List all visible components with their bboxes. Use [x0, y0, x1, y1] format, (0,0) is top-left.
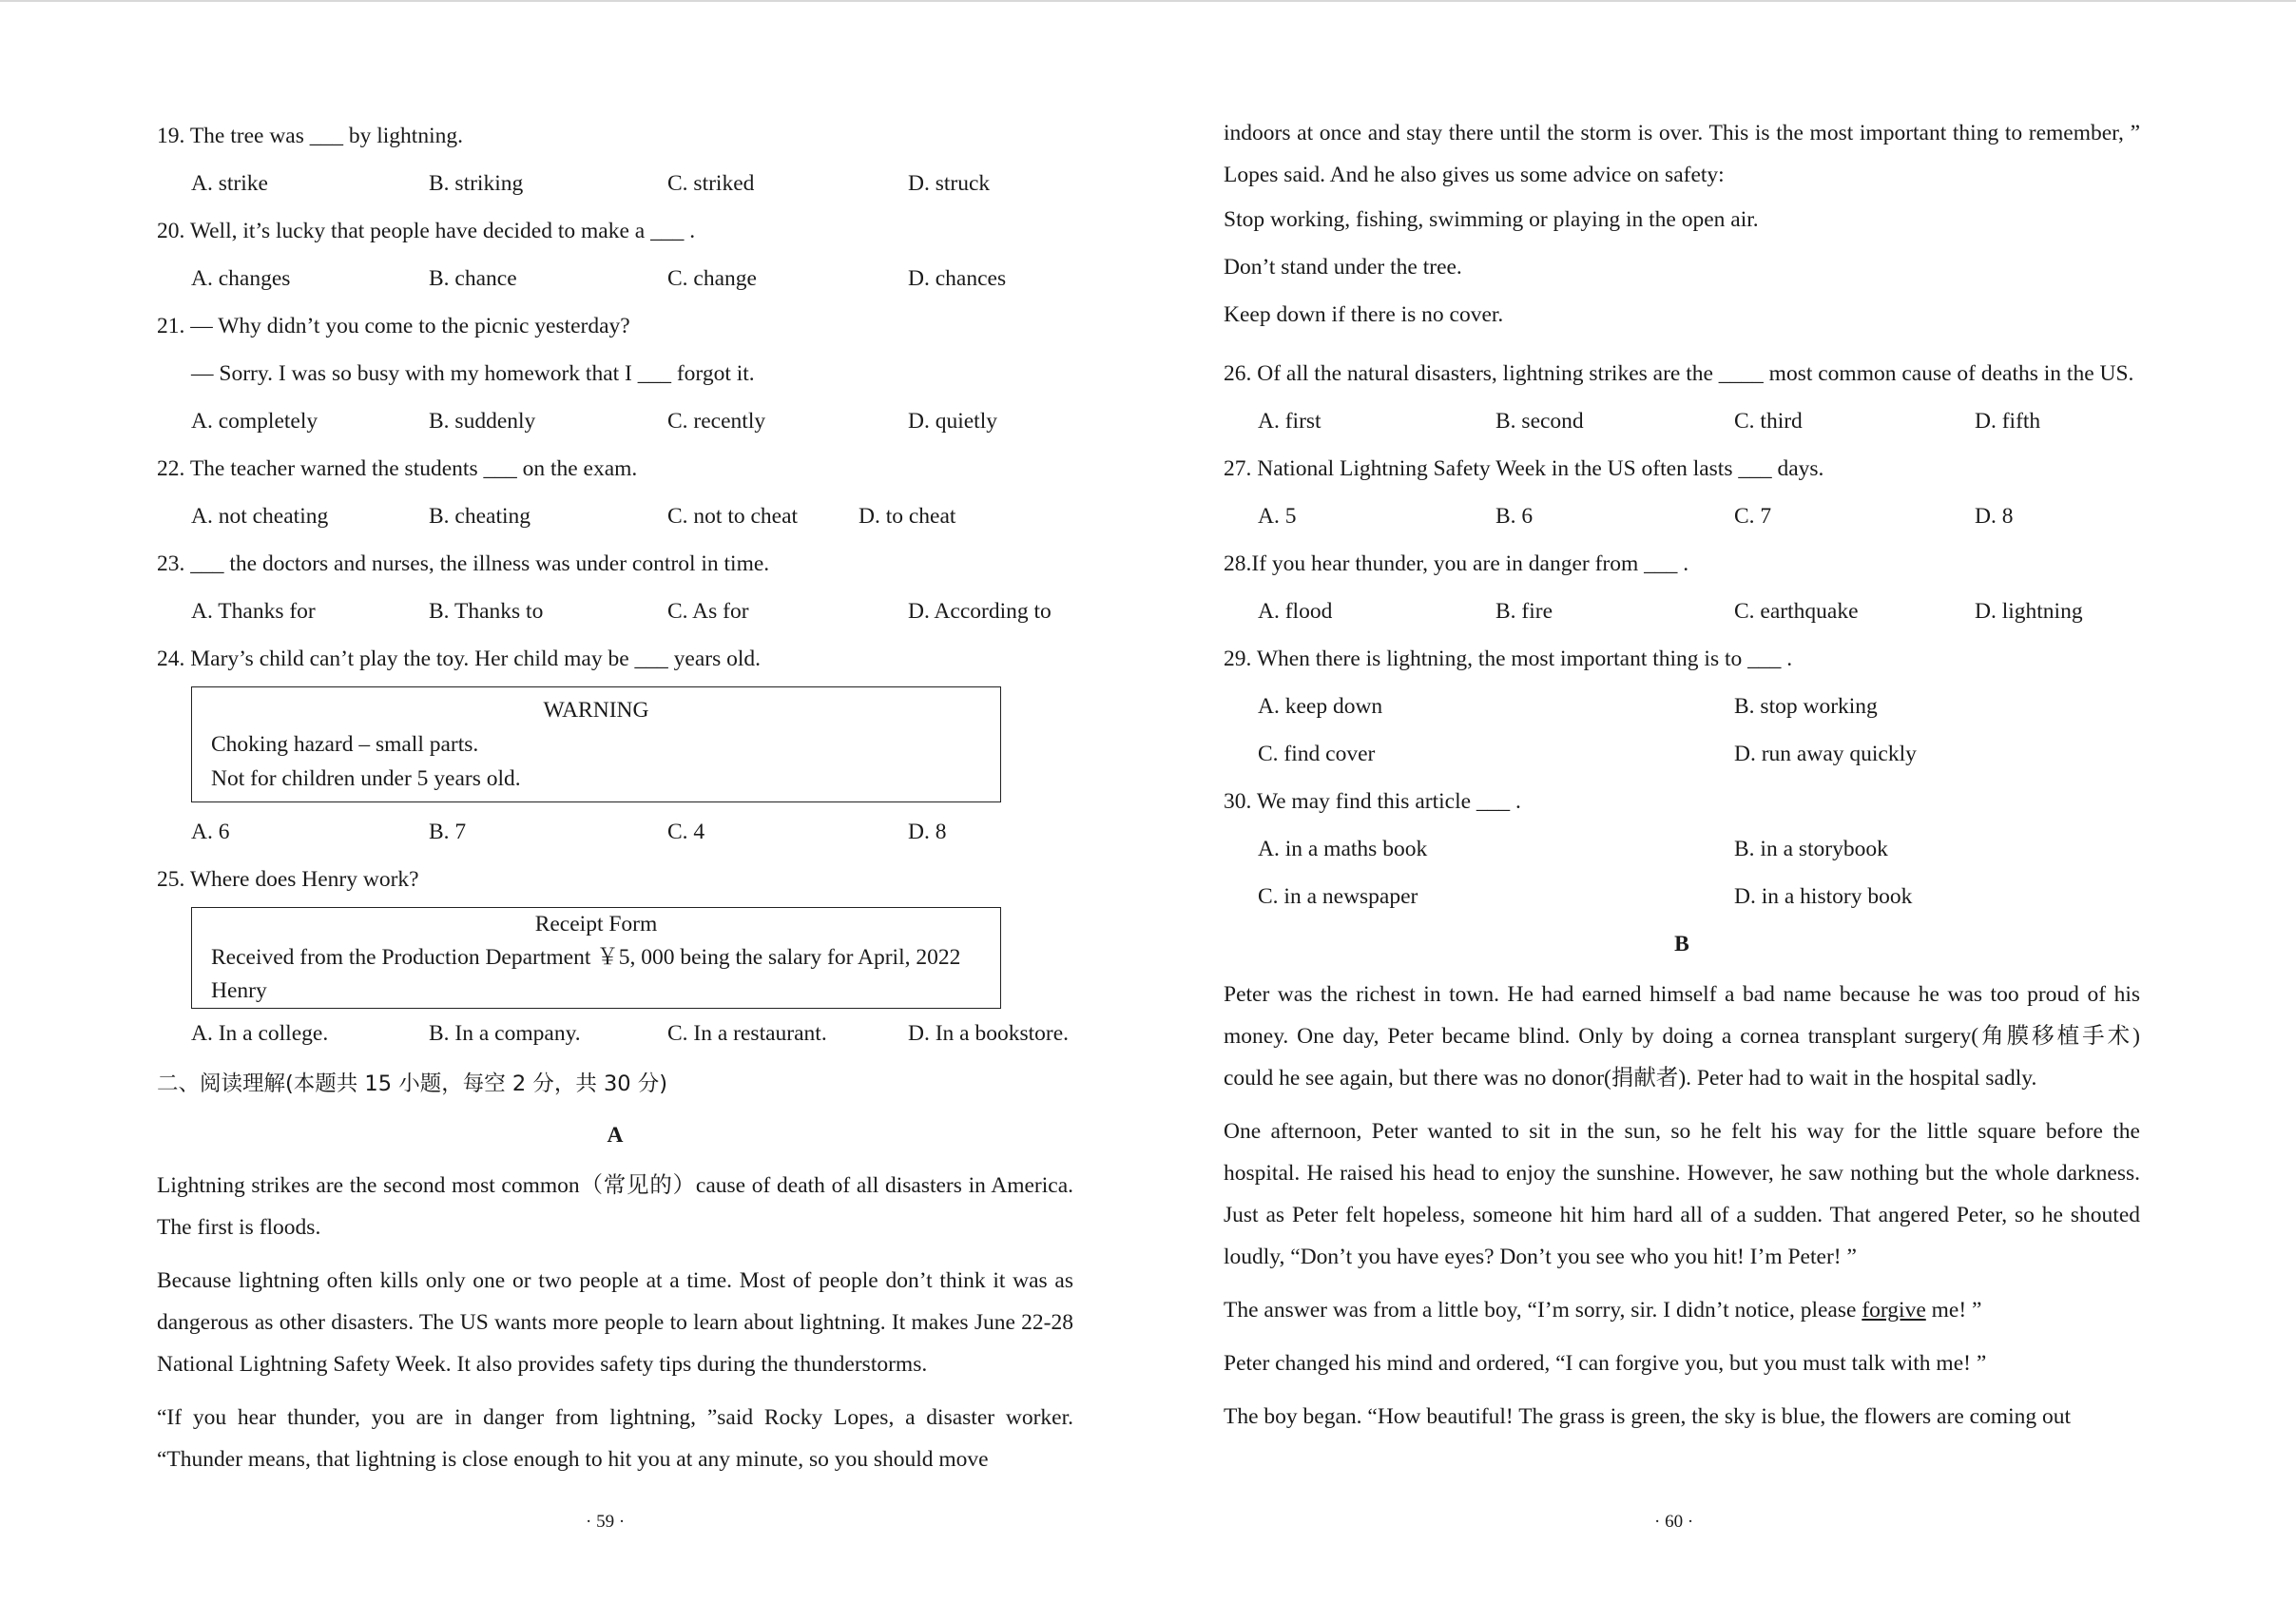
receipt-line-2: Henry — [211, 978, 267, 1003]
passage-b-paragraph-1: Peter was the richest in town. He had earned himself a bad name because he was too proud of his money. One day, Peter became blind. Only by doing a cornea transplant surgery(角膜移植手术) could he see again, but there was no donor(捐献者). Peter had to wait in the hospital sadly. — [1224, 982, 2140, 1091]
right-page — [1224, 112, 2140, 1449]
options-30-row-1 — [1224, 825, 2140, 873]
option-c: C. 7 — [1734, 504, 1772, 529]
option-a: A. In a college. — [191, 1021, 329, 1046]
section-title: 二、阅读理解(本题共 15 小题，每空 2 分，共 30 分) — [157, 1072, 668, 1096]
options-21 — [157, 397, 1073, 445]
passage-b-paragraph-2: One afternoon, Peter wanted to sit in the sun, so he felt his way for the little square before the hospital. He raised his head to enjoy the sunshine. However, he saw nothing but the whole darkness. Just as Peter felt hopeless, someone hit him hard all of a sudden. That angered Peter, so he shouted loudly, “Don’t you have eyes? Don’t you see who you hit! I’m Peter! ” — [1224, 1119, 2140, 1269]
option-d: D. fifth — [1975, 409, 2041, 434]
option-b: B. stop working — [1734, 694, 1878, 719]
option-d: D. 8 — [908, 820, 947, 844]
options-28 — [1224, 588, 2140, 635]
option-d: D. lightning — [1975, 599, 2083, 624]
options-19 — [157, 160, 1073, 207]
options-27 — [1224, 492, 2140, 540]
option-d: D. 8 — [1975, 504, 2014, 529]
question-28: 28.If you hear thunder, you are in danger from ___ . — [1224, 551, 1689, 576]
option-a: A. 6 — [191, 820, 230, 844]
option-a: A. first — [1258, 409, 1322, 434]
question-21: 21. — Why didn’t you come to the picnic yesterday? — [157, 314, 630, 338]
option-b: B. chance — [429, 266, 517, 291]
passage-a-continuation: indoors at once and stay there until the storm is over. This is the most important thing to remember, ” Lopes said. And he also gives us some advice on safety: — [1224, 121, 2140, 187]
option-d: D. in a history book — [1734, 884, 1913, 909]
underlined-word: forgive — [1862, 1298, 1926, 1323]
receipt-box — [191, 907, 1001, 1009]
option-a: A. changes — [191, 266, 291, 291]
option-b: B. In a company. — [429, 1021, 581, 1046]
passage-b-paragraph-3 — [1224, 1289, 2140, 1331]
page-number-right: · 60 · — [1654, 1512, 1694, 1532]
warning-line-2: Not for children under 5 years old. — [211, 766, 521, 791]
question-20: 20. Well, it’s lucky that people have decided to make a ___ . — [157, 219, 696, 243]
options-26 — [1224, 397, 2140, 445]
option-b: B. fire — [1495, 599, 1553, 624]
options-30-row-2 — [1224, 873, 2140, 920]
warning-box — [191, 686, 1001, 802]
option-c: C. 4 — [667, 820, 705, 844]
option-b: B. in a storybook — [1734, 837, 1888, 861]
question-30: 30. We may find this article ___ . — [1224, 789, 1521, 814]
passage-a-paragraph-3: “If you hear thunder, you are in danger from lightning, ”said Rocky Lopes, a disaster worker. “Thunder means, that lightning is close enough to hit you at any minute, so you should move — [157, 1405, 1073, 1472]
option-a: A. flood — [1258, 599, 1333, 624]
option-b: B. second — [1495, 409, 1584, 434]
question-29: 29. When there is lightning, the most important thing is to ___ . — [1224, 647, 1793, 671]
question-24: 24. Mary’s child can’t play the toy. Her child may be ___ years old. — [157, 647, 761, 671]
top-border — [0, 0, 2296, 2]
safety-tip-3: Keep down if there is no cover. — [1224, 302, 1504, 327]
paragraph-text-end: me! ” — [1925, 1298, 1982, 1323]
option-d: D. to cheat — [859, 504, 956, 529]
passage-b-paragraph-5: The boy began. “How beautiful! The grass is green, the sky is blue, the flowers are coming out — [1224, 1404, 2072, 1429]
options-22 — [157, 492, 1073, 540]
option-c: C. As for — [667, 599, 749, 624]
option-a: A. strike — [191, 171, 268, 196]
option-a: A. 5 — [1258, 504, 1297, 529]
options-25 — [157, 1014, 1073, 1052]
question-22: 22. The teacher warned the students ___ on the exam. — [157, 456, 638, 481]
option-a: A. not cheating — [191, 504, 329, 529]
question-25: 25. Where does Henry work? — [157, 867, 419, 892]
receipt-title: Receipt Form — [534, 912, 658, 937]
options-23 — [157, 588, 1073, 635]
option-c: C. not to cheat — [667, 504, 799, 529]
option-a: A. completely — [191, 409, 318, 434]
options-29-row-1 — [1224, 683, 2140, 730]
option-c: C. earthquake — [1734, 599, 1859, 624]
option-a: A. keep down — [1258, 694, 1383, 719]
question-26: 26. Of all the natural disasters, lightning strikes are the ____ most common cause of deaths in the US. — [1224, 361, 2134, 386]
options-24 — [157, 808, 1073, 856]
option-c: C. recently — [667, 409, 766, 434]
option-b: B. 6 — [1495, 504, 1534, 529]
safety-tip-2: Don’t stand under the tree. — [1224, 255, 1462, 280]
page-number-left: · 59 · — [586, 1512, 626, 1532]
option-c: C. find cover — [1258, 742, 1376, 766]
option-d: D. In a bookstore. — [908, 1021, 1070, 1046]
option-d: D. quietly — [908, 409, 997, 434]
passage-label-b: B — [1674, 932, 1689, 956]
option-c: C. in a newspaper — [1258, 884, 1418, 909]
option-c: C. third — [1734, 409, 1803, 434]
left-page — [157, 112, 1073, 1492]
question-21-reply: — Sorry. I was so busy with my homework that I ___ forgot it. — [191, 361, 755, 386]
warning-line-1: Choking hazard – small parts. — [211, 732, 479, 757]
option-a: A. in a maths book — [1258, 837, 1428, 861]
question-27: 27. National Lightning Safety Week in the US often lasts ___ days. — [1224, 456, 1824, 481]
option-b: B. Thanks to — [429, 599, 544, 624]
receipt-line-1: Received from the Production Department ￥5, 000 being the salary for April, 2022 — [211, 945, 961, 970]
option-b: B. striking — [429, 171, 524, 196]
option-d: D. According to — [908, 599, 1052, 624]
option-d: D. struck — [908, 171, 991, 196]
option-d: D. chances — [908, 266, 1007, 291]
option-b: B. cheating — [429, 504, 531, 529]
option-b: B. suddenly — [429, 409, 536, 434]
option-a: A. Thanks for — [191, 599, 316, 624]
passage-a-paragraph-1: Lightning strikes are the second most common（常见的）cause of death of all disasters in America. The first is floods. — [157, 1173, 1073, 1240]
passage-a-paragraph-2: Because lightning often kills only one or two people at a time. Most of people don’t think it was as dangerous as other disasters. The US wants more people to learn about lightning. It makes June 22-28 National Lightning Safety Week. It also provides safety tips during the thunderstorms. — [157, 1268, 1073, 1377]
option-b: B. 7 — [429, 820, 467, 844]
question-23: 23. ___ the doctors and nurses, the illness was under control in time. — [157, 551, 770, 576]
paragraph-text: The answer was from a little boy, “I’m sorry, sir. I didn’t notice, please — [1224, 1298, 1862, 1323]
option-c: C. striked — [667, 171, 755, 196]
passage-label-a: A — [607, 1123, 624, 1148]
option-c: C. change — [667, 266, 757, 291]
options-29-row-2 — [1224, 730, 2140, 778]
option-c: C. In a restaurant. — [667, 1021, 827, 1046]
option-d: D. run away quickly — [1734, 742, 1917, 766]
options-20 — [157, 255, 1073, 302]
safety-tip-1: Stop working, fishing, swimming or playing in the open air. — [1224, 207, 1759, 232]
warning-title: WARNING — [543, 698, 649, 723]
question-19: 19. The tree was ___ by lightning. — [157, 124, 463, 148]
passage-b-paragraph-4: Peter changed his mind and ordered, “I can forgive you, but you must talk with me! ” — [1224, 1351, 1987, 1376]
